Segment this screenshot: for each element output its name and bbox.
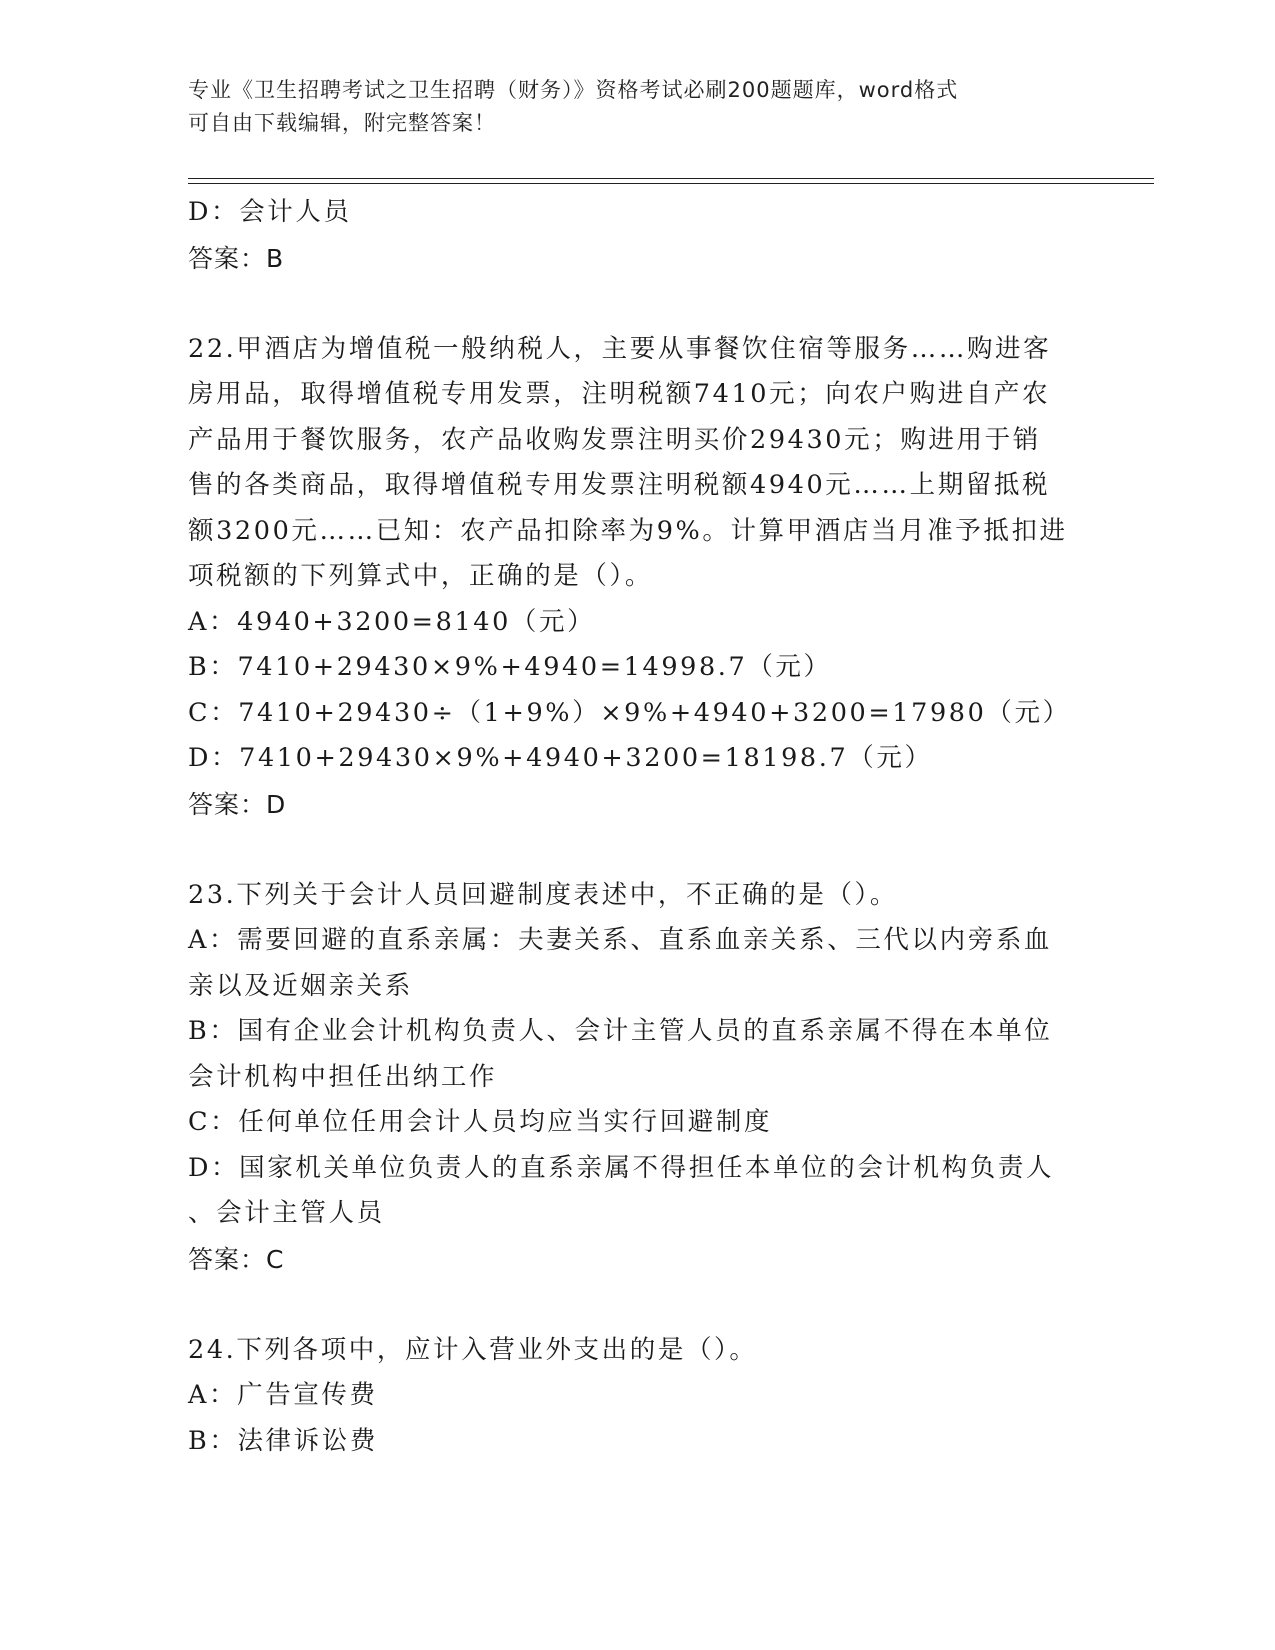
spacer — [188, 827, 1088, 873]
option-d: D：会计人员 — [188, 197, 352, 227]
question-stem-line: 额3200元……已知：农产品扣除率为9%。计算甲酒店当月准予抵扣进 — [188, 515, 1068, 546]
question-stem-line: 22.甲酒店为增值税一般纳税人，主要从事餐饮住宿等服务……购进客 — [188, 333, 1052, 364]
option-a: A：需要回避的直系亲属：夫妻关系、直系血亲关系、三代以内旁系血 — [188, 925, 1053, 955]
question-stem-line: 售的各类商品，取得增值税专用发票注明税额4940元……上期留抵税 — [188, 470, 1051, 500]
option-d: D：国家机关单位负责人的直系亲属不得担任本单位的会计机构负责人 — [188, 1152, 1055, 1183]
option-b: B：国有企业会计机构负责人、会计主管人员的直系亲属不得在本单位 — [188, 1016, 1053, 1046]
question-stem-line: 项税额的下列算式中，正确的是（）。 — [188, 561, 653, 591]
document-body — [188, 190, 1088, 1464]
option-b: B：法律诉讼费 — [188, 1425, 378, 1456]
question-23 — [188, 873, 1088, 1283]
option-a: A：广告宣传费 — [188, 1380, 378, 1410]
spacer — [188, 1282, 1088, 1328]
option-b-continued: 会计机构中担任出纳工作 — [188, 1061, 498, 1092]
question-stem-line: 房用品，取得增值税专用发票，注明税额7410元；向农户购进自产农 — [188, 379, 1051, 409]
option-c: C：任何单位任用会计人员均应当实行回避制度 — [188, 1107, 773, 1137]
option-b: B：7410+29430×9%+4940=14998.7（元） — [188, 652, 832, 682]
question-stem-line: 24.下列各项中，应计入营业外支出的是（）。 — [188, 1334, 758, 1365]
document-header — [188, 74, 1068, 140]
question-22 — [188, 327, 1088, 828]
header-line-1: 专业《卫生招聘考试之卫生招聘（财务）》资格考试必刷200题题库，word格式 — [188, 78, 959, 102]
option-d: D：7410+29430×9%+4940+3200=18198.7（元） — [188, 743, 933, 773]
header-divider-bottom — [188, 183, 1154, 184]
option-a: A：4940+3200=8140（元） — [188, 606, 596, 637]
header-line-2: 可自由下载编辑，附完整答案！ — [188, 111, 496, 135]
question-stem-line: 产品用于餐饮服务，农产品收购发票注明买价29430元；购进用于销 — [188, 424, 1041, 455]
header-divider-top — [188, 178, 1154, 179]
option-d-continued: 、会计主管人员 — [188, 1198, 385, 1228]
question-24 — [188, 1328, 1088, 1465]
answer-line: 答案：C — [188, 1244, 285, 1274]
answer-line: 答案：B — [188, 243, 285, 273]
option-a-continued: 亲以及近姻亲关系 — [188, 970, 413, 1001]
answer-line: 答案：D — [188, 789, 287, 819]
question-stem-line: 23.下列关于会计人员回避制度表述中，不正确的是（）。 — [188, 879, 899, 910]
question-21 — [188, 190, 1088, 281]
spacer — [188, 281, 1088, 327]
option-c: C：7410+29430÷（1+9%）×9%+4940+3200=17980（元） — [188, 697, 1071, 728]
